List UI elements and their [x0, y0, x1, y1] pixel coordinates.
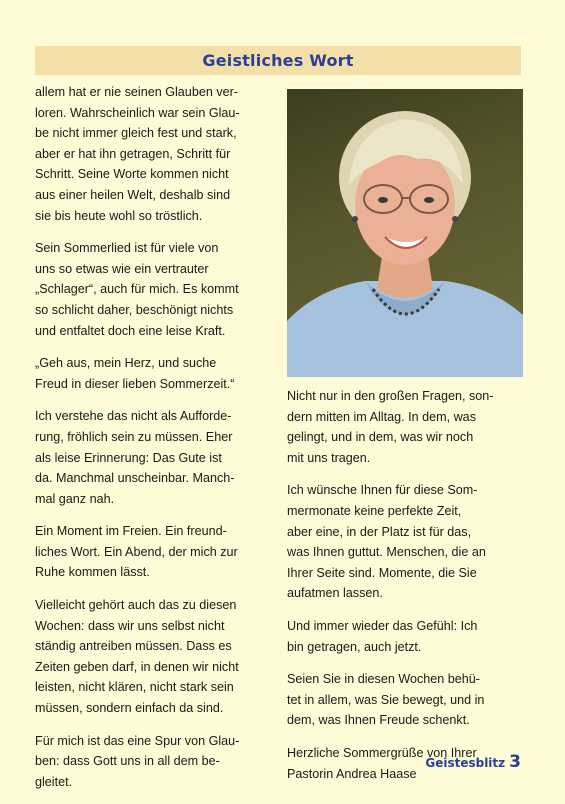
portrait-illustration [287, 89, 523, 377]
paragraph: Für mich ist das eine Spur von Glau- ben: dass Gott uns in all dem be- gleitet. [35, 733, 240, 789]
paragraph: Ich wünsche Ihnen für diese Som- mermonate keine perfekte Zeit, aber eine, in der Platz ist für das, was Ihnen guttut. Menschen, die an Ihrer Seite sind. Momente, die Sie aufatmen lassen. [287, 483, 486, 601]
paragraph: Seien Sie in diesen Wochen behü- tet in allem, was Sie bewegt, und in dem, was Ihnen Freude schenkt. [287, 672, 485, 728]
paragraph: Ein Moment im Freien. Ein freund- liches Wort. Ein Abend, der mich zur Ruhe kommen lässt. [35, 524, 238, 580]
page-number: 3 [509, 752, 521, 772]
paragraph: Nicht nur in den großen Fragen, son- dern mitten im Alltag. In dem, was gelingt, und in dem, was wir noch mit uns tragen. [287, 389, 494, 465]
paragraph: Und immer wieder das Gefühl: Ich bin getragen, auch jetzt. [287, 618, 478, 654]
section-title: Geistliches Wort [202, 51, 354, 70]
paragraph: „Geh aus, mein Herz, und suche Freud in dieser lieben Sommerzeit.“ [35, 356, 235, 391]
left-text-column [35, 82, 271, 804]
paragraph: allem hat er nie seinen Glauben ver- loren. Wahrscheinlich war sein Glau- be nicht immer gleich fest und stark, aber er hat ihn getragen, Schritt für Schritt. Seine Worte kommen nicht aus einer heilen Welt, deshalb sind sie bis heute wohl so tröstlich. [35, 85, 240, 223]
paragraph: Vielleicht gehört auch das zu diesen Wochen: dass wir uns selbst nicht ständig antreiben müssen. Dass es Zeiten geben darf, in denen wir nicht leisten, nicht klären, nicht stark sein müssen, sondern einfach da sind. [35, 598, 239, 716]
paragraph: Ich verstehe das nicht als Aufforde- rung, fröhlich sein zu müssen. Eher als leise Erinnerung: Das Gute ist da. Manchmal unscheinbar. Manch- mal ganz nah. [35, 409, 235, 506]
magazine-name: Geistesblitz [425, 756, 506, 770]
right-text-column [287, 386, 524, 796]
section-header [35, 46, 521, 75]
paragraph: Sein Sommerlied ist für viele von uns so etwas wie ein vertrauter „Schlager“, auch für mich. Es kommt so schlicht daher, beschönigt nichts und entfaltet doch eine leise Kraft. [35, 241, 239, 338]
portrait-photo [287, 89, 523, 377]
page-footer [425, 752, 521, 772]
paragraph: Herzliche Sommergrüße von Ihrer Pastorin Andrea Haase [287, 745, 477, 781]
